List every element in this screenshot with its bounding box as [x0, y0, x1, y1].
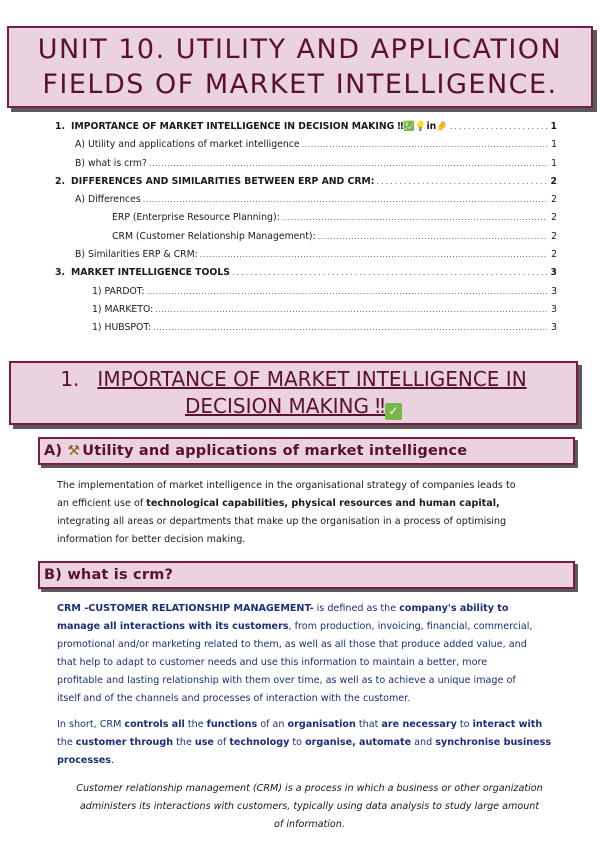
toc-entry-number: 1. — [55, 121, 66, 132]
toc-entry[interactable] — [55, 158, 557, 176]
toc-page-number: 2 — [551, 194, 557, 206]
toc-dot-leader — [143, 195, 547, 204]
toc-page-number: 1 — [551, 157, 557, 169]
section-1-number: 1. — [60, 367, 80, 391]
toc-entry[interactable] — [55, 139, 557, 157]
toc-dot-leader — [318, 232, 547, 241]
table-of-contents — [55, 121, 557, 341]
toc-entry-label: A) Differences — [75, 194, 141, 206]
toc-page-number: 3 — [551, 285, 557, 297]
section-1-title-line-1: IMPORTANCE OF MARKET INTELLIGENCE IN — [97, 367, 527, 391]
toc-entry-label: ERP (Enterprise Resource Planning): — [112, 212, 280, 224]
unit-title-box — [7, 26, 593, 108]
crm-definition-paragraph: CRM -CUSTOMER RELATIONSHIP MANAGEMENT- is defined as the company's ability to manage all interactions with its customers, from production, invoicing, financial, commercial, promotional and/or marketing related to them, as well as all those that produce added value, and that help to adapt to customer needs and use this information to maintain a better, more profitable and lasting relationship with them over time, as well as to achieve a unique image of itself and of the channels and processes of interaction with the customer. — [57, 603, 533, 704]
toc-page-number: 3 — [551, 322, 557, 334]
toc-page-number: 3 — [550, 267, 557, 279]
toc-entry[interactable] — [55, 194, 557, 212]
toc-page-number: 1 — [550, 121, 557, 132]
toc-entry-label: B) Similarities ERP & CRM: — [75, 249, 198, 261]
toc-entry-label: CRM (Customer Relationship Management): — [112, 230, 316, 242]
toc-entry[interactable] — [55, 121, 557, 139]
toc-entry-label: 1) HUBSPOT: — [92, 322, 152, 334]
toc-dot-leader — [155, 305, 547, 314]
toc-entry-label: IMPORTANCE OF MARKET INTELLIGENCE IN DECISION MAKING ‼💹💡in🤌 — [71, 121, 448, 132]
utility-bold-phrase: technological capabilities, physical resources and human capital, — [146, 498, 500, 509]
toc-entry[interactable] — [55, 231, 557, 249]
crm-summary-paragraph: In short, CRM controls all the functions of an organisation that are necessary to interact with the customer through the use of technology to organise, automate and synchronise business processes. — [57, 719, 552, 766]
toc-dot-leader — [149, 159, 547, 168]
toc-dot-leader — [232, 268, 547, 277]
subsection-a-title: Utility and applications of market intelligence — [82, 443, 468, 459]
toc-entry-label: 1) MARKETO: — [92, 303, 154, 315]
toc-entry[interactable] — [55, 286, 557, 304]
section-1-heading[interactable] — [60, 366, 526, 420]
toc-entry-number: 2. — [55, 175, 66, 187]
toc-entry-label: B) what is crm? — [75, 157, 147, 169]
toc-page-number: 1 — [551, 139, 557, 151]
toc-dot-leader — [450, 122, 547, 131]
hammer-pick-icon: ⚒ — [67, 443, 81, 459]
toc-entry-label: MARKET INTELLIGENCE TOOLS — [71, 267, 230, 279]
toc-entry[interactable] — [55, 176, 557, 194]
toc-page-number: 2 — [550, 175, 557, 187]
toc-entry-label: 1) PARDOT: — [92, 285, 145, 297]
toc-entry[interactable] — [55, 304, 557, 322]
subsection-b-heading-box — [38, 561, 575, 589]
toc-entry-label: A) Utility and applications of market intelligence — [75, 139, 300, 151]
toc-page-number: 2 — [551, 230, 557, 242]
unit-title — [38, 32, 563, 102]
crm-quote: Customer relationship management (CRM) is a process in which a business or other organization administers its interactions with customers, typically using data analysis to study large amount of information. — [76, 783, 543, 830]
toc-page-number: 2 — [551, 249, 557, 261]
toc-entry[interactable] — [55, 267, 557, 285]
toc-dot-leader — [200, 250, 547, 259]
toc-entry[interactable] — [55, 249, 557, 267]
crm-acronym: CRM -CUSTOMER RELATIONSHIP MANAGEMENT- — [57, 603, 314, 614]
subsection-a-heading-box — [38, 437, 575, 465]
toc-page-number: 3 — [551, 303, 557, 315]
toc-page-number: 2 — [551, 212, 557, 224]
chart-increasing-icon: ✓ — [385, 403, 402, 420]
toc-dot-leader — [282, 213, 547, 222]
toc-entry-number: 3. — [55, 267, 66, 279]
toc-dot-leader — [147, 287, 547, 296]
subsection-b-heading[interactable]: B) what is crm? — [44, 567, 174, 583]
unit-title-line-2: FIELDS OF MARKET INTELLIGENCE. — [42, 69, 558, 100]
toc-dot-leader — [376, 177, 547, 186]
toc-entry[interactable] — [55, 212, 557, 230]
toc-entry[interactable] — [55, 322, 557, 340]
toc-entry-label: DIFFERENCES AND SIMILARITIES BETWEEN ERP AND CRM: — [71, 175, 375, 187]
section-1-heading-box — [9, 361, 578, 425]
unit-title-line-1: UNIT 10. UTILITY AND APPLICATION — [37, 34, 563, 65]
toc-dot-leader — [302, 140, 547, 149]
toc-dot-leader — [153, 323, 547, 332]
section-1-title-line-2: DECISION MAKING ‼ ✓ — [185, 394, 402, 418]
utility-paragraph: The implementation of market intelligence in the organisational strategy of companies leads to an efficient use of technological capabilities, physical resources and human capital, integrating all areas or departments that make up the organisation in a process of optimising information for better decision making. — [57, 480, 516, 545]
subsection-a-heading[interactable]: A) ⚒ Utility and applications of market intelligence — [44, 443, 468, 459]
